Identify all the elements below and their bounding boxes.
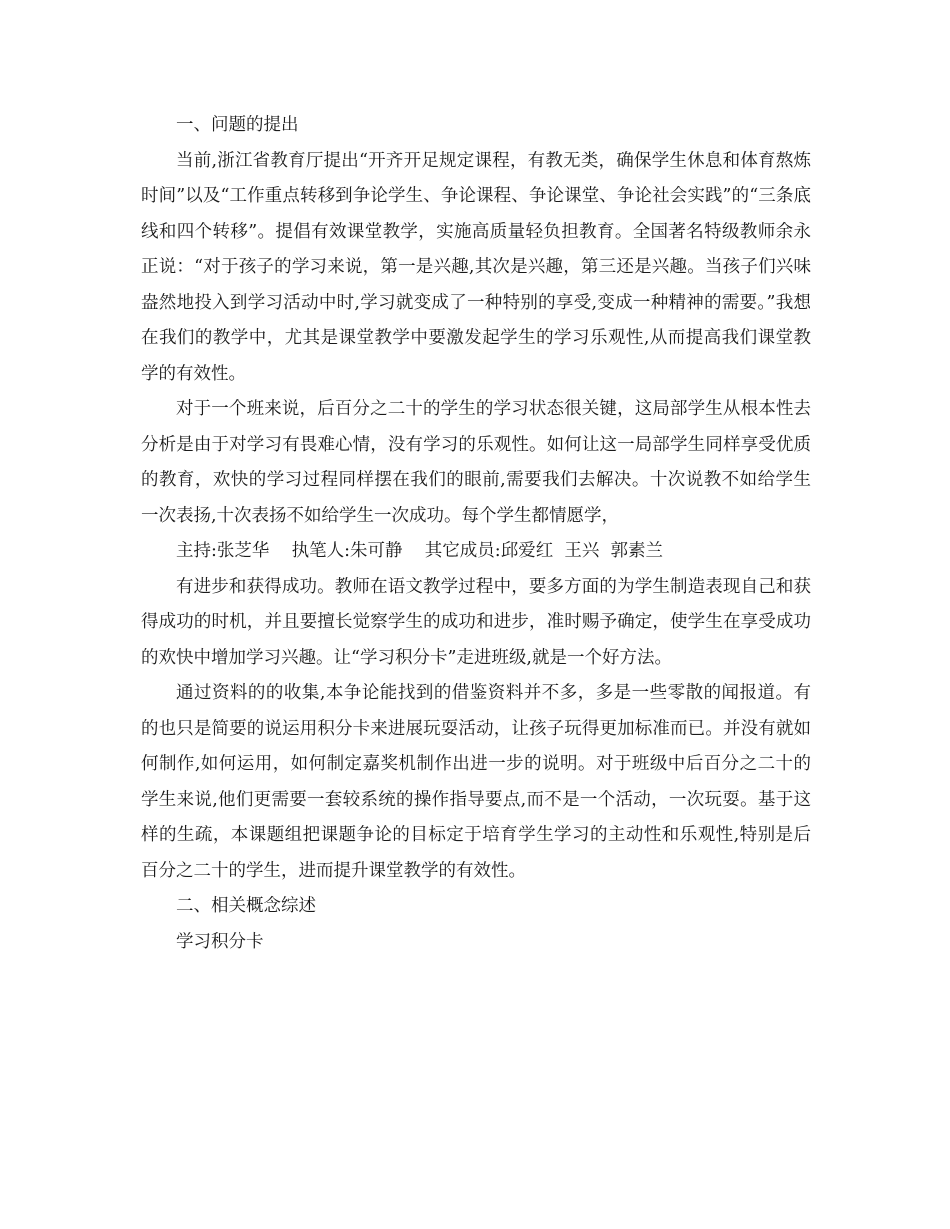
section-heading-problem: 一、问题的提出 <box>176 115 299 135</box>
paragraph-background: 当前,浙江省教育厅提出“开齐开足规定课程，有教无类，确保学生休息和体育熬炼时间”以及“工作重点转移到争论学生、争论课程、争论课堂、争论社会实践”的“三条底线和四个转移”。提倡有效课堂教学，实施高质量轻负担教育。全国著名特级教师余永正说：“对于孩子的学习来说，第一是兴趣,其次是兴趣，第三还是兴趣。当孩子们兴味盎然地投入到学习活动中时,学习就变成了一种特别的享受,变成一种精神的需要。”我想在我们的教学中，尤其是课堂教学中要激发起学生的学习乐观性,从而提高我们课堂教学的有效性。 <box>141 150 811 384</box>
paragraph-success-experience: 有进步和获得成功。教师在语文教学过程中，要多方面的为学生制造表现自己和获得成功的时机，并且要擅长觉察学生的成功和进步，准时赐予确定，使学生在享受成功的欢快中增加学习兴趣。让“学习积分卡”走进班级,就是一个好方法。 <box>141 576 811 668</box>
subheading-points-card: 学习积分卡 <box>176 931 264 952</box>
section-heading-concepts: 二、相关概念综述 <box>176 896 316 916</box>
paragraph-literature-review: 通过资料的的收集,本争论能找到的借鉴资料并不多，多是一些零散的闻报道。有的也只是简要的说运用积分卡来进展玩耍活动，让孩子玩得更加标准而已。并没有就如何制作,如何运用，如何制定嘉奖机制作出进一步的说明。对于班级中后百分之二十的学生来说,他们更需要一套较系统的操作指导要点,而不是一个活动，一次玩耍。基于这样的生疏，本课题组把课题争论的目标定于培育学生学习的主动性和乐观性,特别是后百分之二十的学生，进而提升课堂教学的有效性。 <box>141 683 811 881</box>
paragraph-bottom-twenty-percent: 对于一个班来说，后百分之二十的学生的学习状态很关键，这局部学生从根本性去分析是由于对学习有畏难心情，没有学习的乐观性。如何让这一局部学生同样享受优质的教育，欢快的学习过程同样摆在我们的眼前,需要我们去解决。十次说教不如给学生一次表扬,十次表扬不如给学生一次成功。每个学生都情愿学， <box>141 399 811 526</box>
document-page <box>141 108 811 960</box>
author-credits: 主持:张芝华 执笔人:朱可静 其它成员:邱爱红 王兴 郭素兰 <box>176 541 663 561</box>
